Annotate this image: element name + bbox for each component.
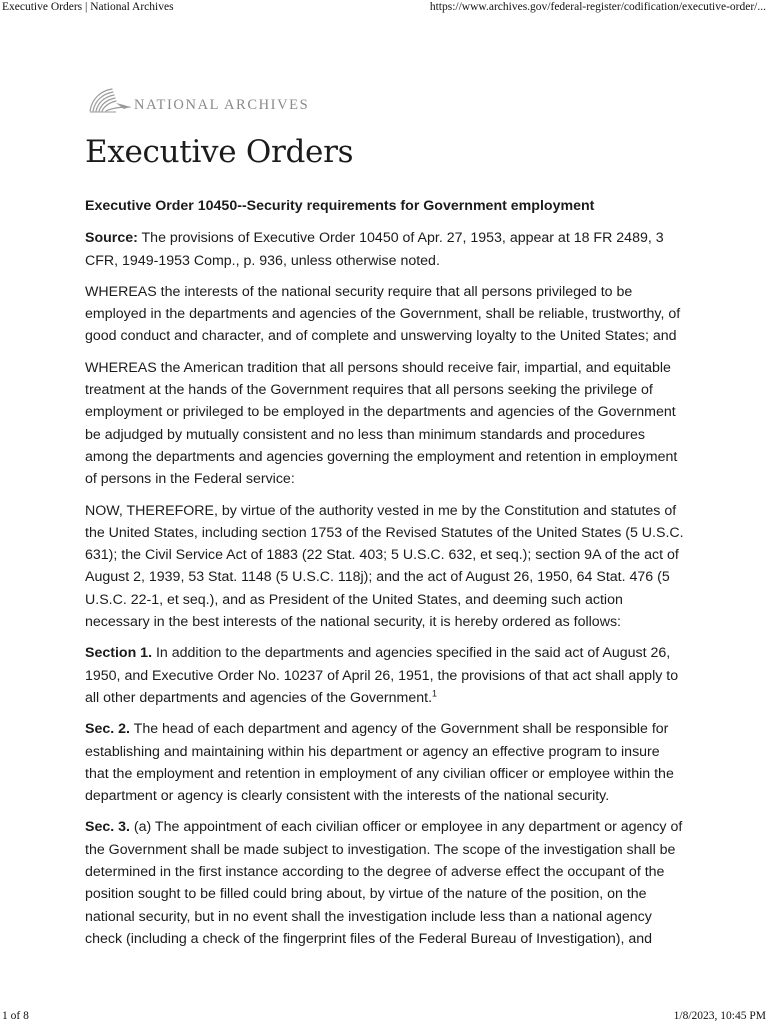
- source-text: The provisions of Executive Order 10450 of Apr. 27, 1953, appear at 18 FR 2489, 3 CFR, 1949-1953 Comp., p. 936, unless otherwise noted.: [85, 230, 664, 269]
- page-counter: 1 of 8: [2, 1010, 29, 1022]
- print-header: [0, 0, 768, 16]
- section-3-text: (a) The appointment of each civilian officer or employee in any department or agency of the Government shall be made subject to investigation. The scope of the investigation shall be determined in the first instance according to the degree of adverse effect the occupant of the position sought to be filled could bring about, by virtue of the nature of the position, on the national security, but in no event shall the investigation include less than a national agency check (including a check of the fingerprint files of the Federal Bureau of Investigation), and: [85, 819, 683, 947]
- section-1-label: Section 1.: [85, 645, 153, 662]
- section-1-text: In addition to the departments and agencies specified in the said act of August 26, 1950, and Executive Order No. 10237 of April 26, 1951, the provisions of that act shall apply to all other departments and agencies of the Government.: [85, 645, 679, 706]
- footnote-1-link[interactable]: 1: [432, 688, 438, 699]
- page-title: Executive Orders: [85, 134, 354, 170]
- section-2-text: The head of each department and agency of the Government shall be responsible for establishing and maintaining within his department or agency an effective program to insure that the employment and retention in employment of any civilian officer or employee within the department or agency is clearly consistent with the interests of the national security.: [85, 721, 674, 805]
- section-3-label: Sec. 3.: [85, 819, 130, 836]
- whereas-paragraph-2: WHEREAS the American tradition that all persons should receive fair, impartial, and equitable treatment at the hands of the Government requires that all persons seeking the privilege of employment or privileged to be employed in the departments and agencies of the Government be adjudged by mutually consistent and no less than minimum standards and procedures among the departments and agencies governing the employment and retention in employment of persons in the Federal service:: [85, 359, 678, 488]
- logo-text: NATIONAL ARCHIVES: [134, 96, 310, 113]
- source-paragraph: [85, 227, 685, 272]
- print-url: https://www.archives.gov/federal-register/codification/executive-order/...: [429, 1, 766, 13]
- print-footer: [0, 1008, 768, 1024]
- print-page-title: Executive Orders | National Archives: [2, 1, 174, 13]
- document-body: [85, 195, 685, 959]
- section-1-paragraph: [85, 642, 685, 709]
- section-2-label: Sec. 2.: [85, 721, 130, 738]
- whereas-paragraph-1: WHEREAS the interests of the national security require that all persons privileged to be employed in the departments and agencies of the Government, shall be reliable, trustworthy, of good conduct and character, and of complete and unswerving loyalty to the United States; and: [85, 283, 681, 345]
- print-timestamp: 1/8/2023, 10:45 PM: [673, 1010, 766, 1022]
- source-label: Source:: [85, 230, 138, 247]
- now-therefore-paragraph: NOW, THEREFORE, by virtue of the authority vested in me by the Constitution and statutes of the United States, including section 1753 of the Revised Statutes of the United States (5 U.S.C. 631); the Civil Service Act of 1883 (22 Stat. 403; 5 U.S.C. 632, et seq.); section 9A of the act of August 2, 1939, 53 Stat. 1148 (5 U.S.C. 118j); and the act of August 26, 1950, 64 Stat. 476 (5 U.S.C. 22-1, et seq.), and as President of the United States, and deeming such action necessary in the best interests of the national security, it is hereby ordered as follows:: [85, 502, 684, 631]
- eagle-logo-icon: [86, 85, 132, 117]
- executive-order-heading: Executive Order 10450--Security requirements for Government employment: [85, 198, 595, 214]
- section-3-paragraph: [85, 816, 685, 950]
- section-2-paragraph: [85, 718, 685, 807]
- national-archives-logo[interactable]: [86, 84, 309, 118]
